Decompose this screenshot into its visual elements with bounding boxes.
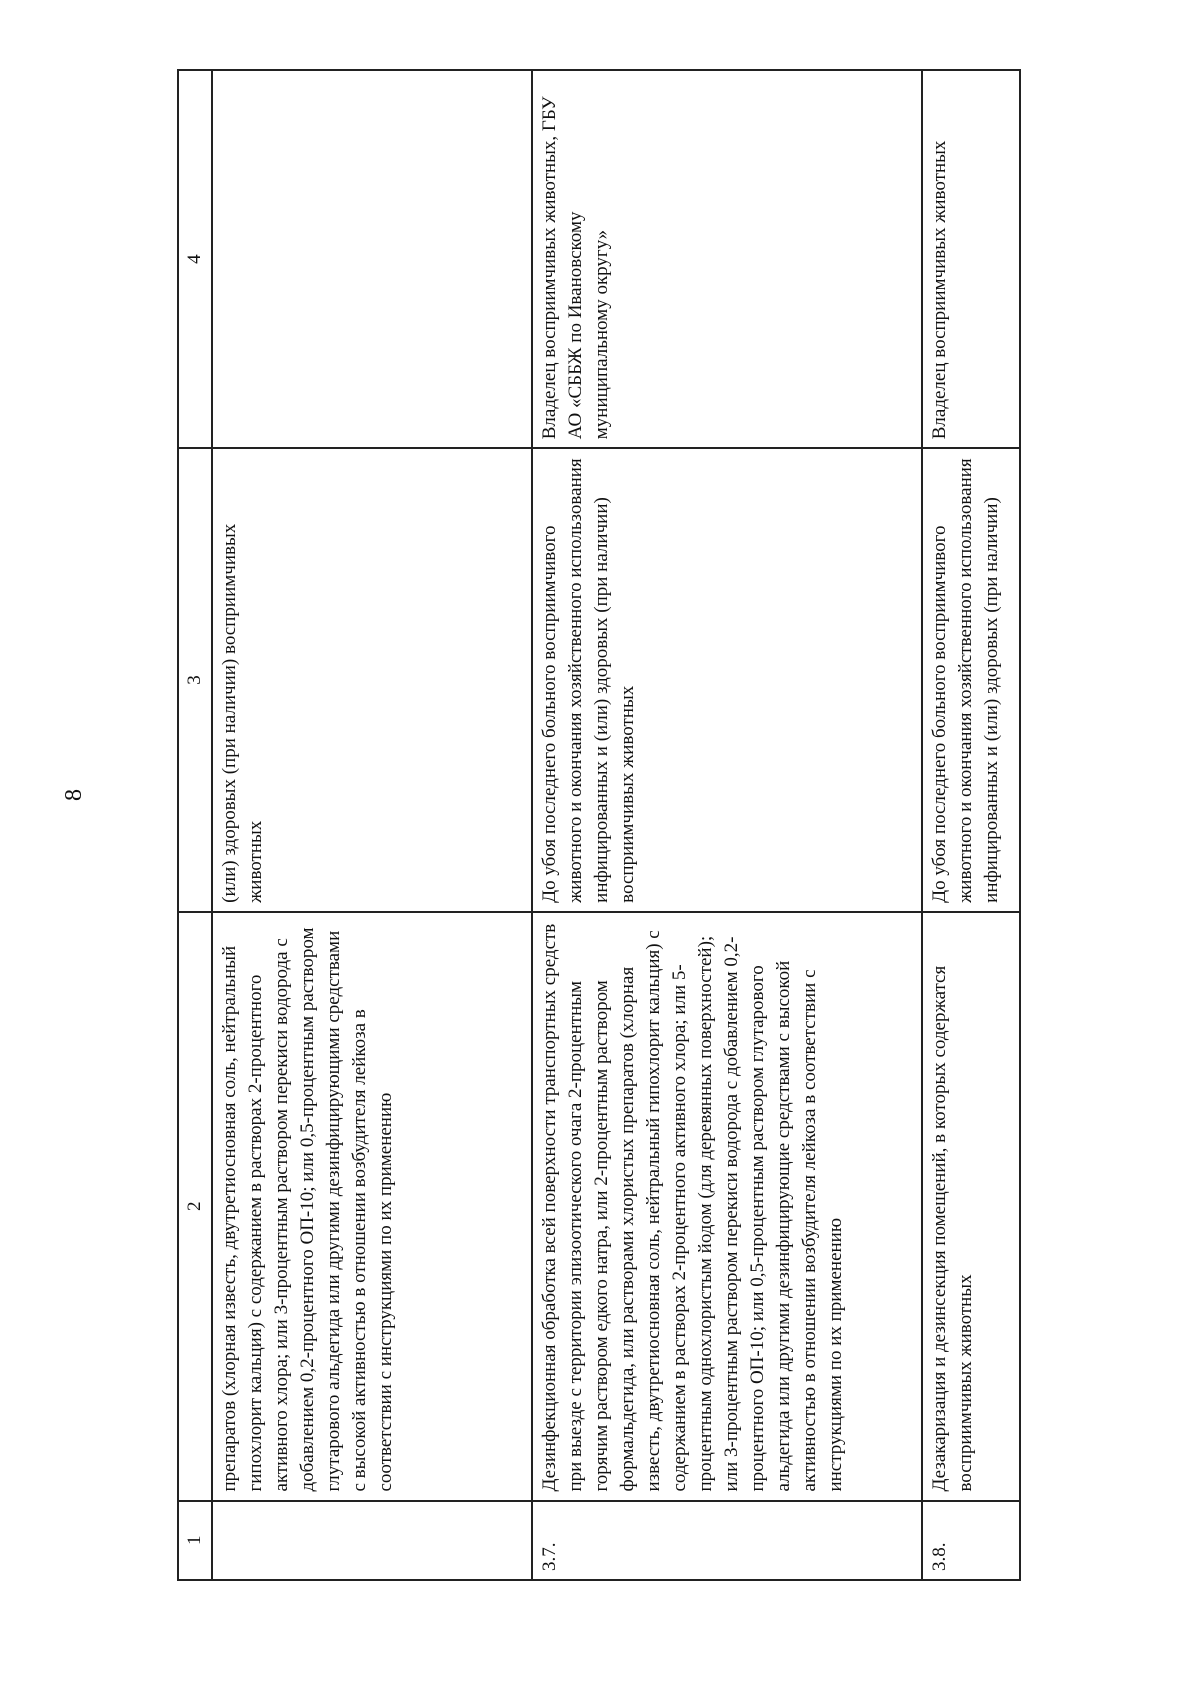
- row-number-cell: [212, 1501, 532, 1580]
- page-number: 8: [61, 789, 87, 801]
- table-row: [212, 70, 532, 1580]
- table-header-row: [178, 70, 212, 1580]
- column-header: 3: [178, 448, 212, 912]
- term-cell: До убоя последнего больного восприимчивого животного и окончания хозяйственного использования инфицированных и (или) здоровых (при наличии) восприимчивых животных: [532, 448, 922, 912]
- term-cell: До убоя последнего больного восприимчивого животного и окончания хозяйственного использования инфицированных и (или) здоровых (при наличии): [922, 448, 1020, 912]
- measure-cell: Дезакаризация и дезинсекция помещений, в которых содержатся восприимчивых животных: [922, 912, 1020, 1501]
- term-cell: (или) здоровых (при наличии) восприимчивых животных: [212, 448, 532, 912]
- row-number-cell: 3.7.: [532, 1501, 922, 1580]
- measures-table: [177, 69, 1021, 1581]
- column-header: 2: [178, 912, 212, 1501]
- table-row: [532, 70, 922, 1580]
- responsible-cell: [212, 70, 532, 448]
- measure-cell: препаратов (хлорная известь, двутретиосновная соль, нейтральный гипохлорит кальция) с содержанием в растворах 2-процентного активного хлора; или 3-процентным раствором перекиси водорода с добавлением 0,2-процентного ОП-10; или 0,5-процентным раствором глутарового альдегида или другими дезинфицирующими средствами с высокой активностью в отношении возбудителя лейкоза в соответствии с инструкциями по их применению: [212, 912, 532, 1501]
- column-header: 1: [178, 1501, 212, 1580]
- row-number-cell: 3.8.: [922, 1501, 1020, 1580]
- measure-cell: Дезинфекционная обработка всей поверхности транспортных средств при выезде с территории эпизоотического очага 2-процентным горячим раствором едкого натра, или 2-процентным раствором формальдегида, или растворами хлористых препаратов (хлорная известь, двутретиосновная соль, нейтральный гипохлорит кальция) с содержанием в растворах 2-процентного активного хлора; или 5-процентным однохлористым йодом (для деревянных поверхностей); или 3-процентным раствором перекиси водорода с добавлением 0,2-процентного ОП-10; или 0,5-процентным раствором глутарового альдегида или другими дезинфицирующие средствами с высокой активностью в отношении возбудителя лейкоза в соответствии с инструкциями по их применению: [532, 912, 922, 1501]
- table-row: [922, 70, 1020, 1580]
- rotated-table-container: [177, 69, 1017, 1581]
- responsible-cell: Владелец восприимчивых животных: [922, 70, 1020, 448]
- column-header: 4: [178, 70, 212, 448]
- responsible-cell: Владелец восприимчивых животных, ГБУ АО «СББЖ по Ивановскому муниципальному округу»: [532, 70, 922, 448]
